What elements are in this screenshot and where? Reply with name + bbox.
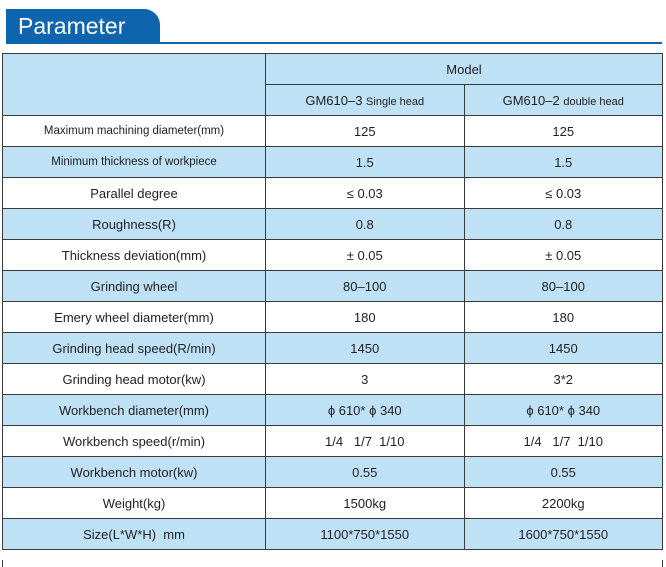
row-label: Thickness deviation(mm) (3, 240, 266, 271)
row-value: ≤ 0.03 (266, 178, 465, 209)
row-value: ± 0.05 (266, 240, 465, 271)
row-value: 80–100 (464, 271, 663, 302)
row-value: 125 (464, 116, 663, 147)
row-label: Roughness(R) (3, 209, 266, 240)
row-value: 0.8 (464, 209, 663, 240)
row-label: Grinding head motor(kw) (3, 364, 266, 395)
row-label: Parallel degree (3, 178, 266, 209)
row-label: Workbench speed(r/min) (3, 426, 266, 457)
row-value: 3*2 (464, 364, 663, 395)
model-header: Model (266, 54, 663, 85)
row-value: 0.8 (266, 209, 465, 240)
row-label: Emery wheel diameter(mm) (3, 302, 266, 333)
row-value: ϕ 610* ϕ 340 (266, 395, 465, 426)
row-label: Workbench diameter(mm) (3, 395, 266, 426)
row-value: 1.5 (266, 147, 465, 178)
table-row (3, 395, 663, 426)
table-row (3, 116, 663, 147)
row-label: Maximum machining diameter(mm) (3, 116, 266, 147)
row-label: Grinding head speed(R/min) (3, 333, 266, 364)
row-value: ± 0.05 (464, 240, 663, 271)
section-title: Parameter (6, 9, 160, 43)
row-label: Weight(kg) (3, 488, 266, 519)
table-row (3, 302, 663, 333)
row-value: ≤ 0.03 (464, 178, 663, 209)
row-value: 1/4 1/7 1/10 (464, 426, 663, 457)
table-header-row (3, 54, 663, 85)
model-suffix: Single head (366, 95, 425, 108)
model-name: GM610–3 (305, 92, 363, 108)
table-row (3, 333, 663, 364)
row-label: Size(L*W*H) mm (3, 519, 266, 550)
header-blank-cell (3, 54, 266, 116)
table-row (3, 271, 663, 302)
row-value: ϕ 610* ϕ 340 (464, 395, 663, 426)
table-row (3, 178, 663, 209)
table-row (3, 488, 663, 519)
row-value: 1500kg (266, 488, 465, 519)
table-row (3, 209, 663, 240)
row-value: 180 (464, 302, 663, 333)
row-value: 0.55 (266, 457, 465, 488)
row-value: 1/4 1/7 1/10 (266, 426, 465, 457)
model-name: GM610–2 (502, 92, 560, 108)
row-value: 0.55 (464, 457, 663, 488)
row-value: 3 (266, 364, 465, 395)
table-row (3, 364, 663, 395)
table-row (3, 519, 663, 550)
header-divider (6, 42, 662, 44)
row-value: 80–100 (266, 271, 465, 302)
row-label: Grinding wheel (3, 271, 266, 302)
row-value: 1600*750*1550 (464, 519, 663, 550)
row-label: Workbench motor(kw) (3, 457, 266, 488)
table-bottom-edge (2, 560, 663, 567)
row-value: 1450 (464, 333, 663, 364)
table-row (3, 457, 663, 488)
row-value: 1450 (266, 333, 465, 364)
section-header (0, 0, 666, 48)
row-value: 180 (266, 302, 465, 333)
row-value: 125 (266, 116, 465, 147)
table-row (3, 147, 663, 178)
row-label: Minimum thickness of workpiece (3, 147, 266, 178)
model-suffix: double head (563, 95, 624, 108)
table-row (3, 240, 663, 271)
row-value: 1.5 (464, 147, 663, 178)
row-value: 1100*750*1550 (266, 519, 465, 550)
row-value: 2200kg (464, 488, 663, 519)
parameter-table (2, 53, 663, 550)
model-name-cell (464, 85, 663, 116)
model-name-cell (266, 85, 465, 116)
table-row (3, 426, 663, 457)
